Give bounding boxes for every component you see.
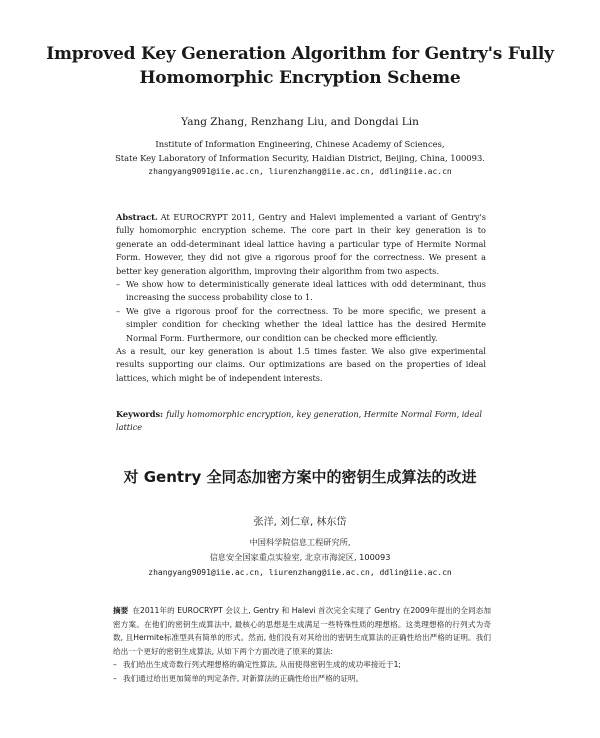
chinese-affiliation-block: [0, 535, 600, 580]
paper-title: [40, 42, 560, 90]
abstract-conclusion: As a result, our key generation is about 1.5 times faster. We also give experimental results supporting our claims. Our optimizations are based on the properties of ideal lattices, which might be of independent interests.: [116, 346, 486, 383]
bullet-dash: –: [116, 279, 121, 290]
abstract-intro-text: At EUROCRYPT 2011, Gentry and Halevi implemented a variant of Gentry's fully homomorphic encryption scheme. The core part in their key generation is to generate an odd-determinant ideal lattice having a particular type of Hermite Normal Form. However, they did not give a rigorous proof for the correctness. We present a better key generation algorithm, improving their algorithm from two aspects.: [116, 212, 486, 276]
chinese-abstract-bullets: [113, 658, 491, 685]
author-emails: zhangyang9091@iie.ac.cn, liurenzhang@iie.ac.cn, ddlin@iie.ac.cn: [148, 167, 452, 176]
chinese-title: 对 Gentry 全同态加密方案中的密钥生成算法的改进: [123, 468, 477, 486]
abstract-bullet-text: We give a rigorous proof for the correctness. To be more specific, we present a simpler condition for checking whether the ideal lattice has the desired Hermite Normal Form. Furthermore, our condition can be checked more efficiently.: [126, 305, 486, 343]
chinese-bullet-text: 我们给出生成奇数行列式理想格的确定性算法, 从而使得密钥生成的成功率接近于1;: [123, 660, 401, 670]
affiliation-line-2: State Key Laboratory of Information Security, Haidian District, Beijing, China, 100093.: [115, 153, 485, 163]
affiliation-line-1: Institute of Information Engineering, Chinese Academy of Sciences,: [155, 139, 445, 149]
chinese-abstract-bullet: [113, 672, 491, 686]
chinese-abstract-text: 在2011年的 EUROCRYPT 会议上, Gentry 和 Halevi 首次完全实现了 Gentry 在2009年提出的全同态加密方案。在他们的密钥生成算法中, 最核心的思想是生成满足一些特殊性质的理想格。这类理想格的行列式为奇数, 且Hermite标准型具有简单的形式。然而, 他们没有对其给出的密钥生成算法的正确性给出严格的证明。我们给出一个更好的密钥生成算法, 从如下两个方面改进了原来的算法:: [113, 606, 492, 656]
chinese-abstract-section: [113, 604, 491, 686]
abstract-intro: [116, 211, 486, 278]
abstract-label: Abstract.: [116, 212, 158, 222]
chinese-abstract-bullet: [113, 658, 491, 672]
abstract-section: [116, 211, 486, 385]
title-line-2: Homomorphic Encryption Scheme: [139, 68, 461, 88]
affiliation-block: [0, 137, 600, 179]
chinese-emails: zhangyang9091@iie.ac.cn, liurenzhang@iie.ac.cn, ddlin@iie.ac.cn: [148, 568, 452, 577]
keywords-text: fully homomorphic encryption, key generation, Hermite Normal Form, ideal lattice: [116, 409, 482, 433]
abstract-bullet: [116, 305, 486, 345]
abstract-bullet: [116, 278, 486, 305]
chinese-authors: 张洋, 刘仁章, 林东岱: [253, 517, 347, 528]
author-list: Yang Zhang, Renzhang Liu, and Dongdai Lin: [181, 116, 419, 128]
chinese-abstract-label: 摘要: [113, 606, 129, 615]
title-line-1: Improved Key Generation Algorithm for Gentry's Fully: [46, 44, 554, 64]
keywords-section: [116, 408, 486, 435]
chinese-abstract-body: [113, 604, 491, 658]
bullet-dash: –: [116, 305, 121, 316]
chinese-affiliation-line-2: 信息安全国家重点实验室, 北京市海淀区, 100093: [209, 552, 391, 562]
chinese-bullet-text: 我们通过给出更加简单的判定条件, 对新算法的正确性给出严格的证明。: [123, 673, 364, 683]
abstract-bullets: [116, 278, 486, 345]
bullet-dash: –: [113, 673, 117, 683]
keywords-label: Keywords:: [116, 409, 164, 419]
chinese-affiliation-line-1: 中国科学院信息工程研究所,: [249, 537, 351, 547]
bullet-dash: –: [113, 660, 117, 670]
abstract-bullet-text: We show how to deterministically generate ideal lattices with odd determinant, thus increasing the success probability close to 1.: [126, 279, 486, 303]
